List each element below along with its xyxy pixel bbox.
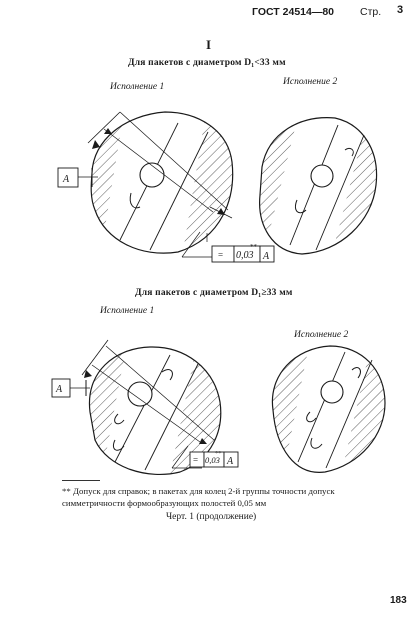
bottom-variant-1-label: Исполнение 1 xyxy=(100,306,155,316)
bottom-tolerance-symbol: = xyxy=(193,455,199,465)
section-numeral: I xyxy=(206,37,212,52)
footnote-line-2: симметричности формообразующих полостей 0,05 мм xyxy=(62,498,267,508)
page-label: Стр. xyxy=(360,6,382,18)
top-right-section-drawing xyxy=(255,108,385,262)
top-datum-a-label: A xyxy=(63,174,70,185)
page-footer-number: 183 xyxy=(390,595,407,606)
bottom-left-section-drawing xyxy=(52,338,238,485)
top-tolerance-note: ** xyxy=(250,243,257,251)
top-variant-1-label: Исполнение 1 xyxy=(110,82,165,92)
bottom-variant-2-label: Исполнение 2 xyxy=(294,330,349,340)
top-figure-caption: Для пакетов с диаметром D₁<33 мм xyxy=(128,58,286,68)
standard-designation: ГОСТ 24514—80 xyxy=(252,6,335,18)
top-tolerance-symbol: = xyxy=(218,250,224,260)
footnote-line-1: ** Допуск для справок; в пакетах для колец 2-й группы точности допуск xyxy=(62,486,335,496)
top-left-section-drawing xyxy=(58,100,274,270)
bottom-right-section-drawing xyxy=(265,340,390,480)
bottom-tolerance-value: 0,03 xyxy=(205,455,220,465)
top-tolerance-datum: A xyxy=(263,251,270,262)
page-number: 3 xyxy=(397,4,404,16)
footnote-rule xyxy=(62,480,100,481)
bottom-figure-caption: Для пакетов с диаметром D₁≥33 мм xyxy=(135,288,293,298)
top-variant-2-label: Исполнение 2 xyxy=(283,77,338,87)
bottom-datum-a-label: A xyxy=(56,384,63,395)
bottom-tolerance-datum: A xyxy=(227,456,234,467)
figure-caption: Черт. 1 (продолжение) xyxy=(166,512,257,522)
bottom-tolerance-note: ** xyxy=(215,450,222,457)
top-tolerance-value: 0,03 xyxy=(236,250,254,261)
